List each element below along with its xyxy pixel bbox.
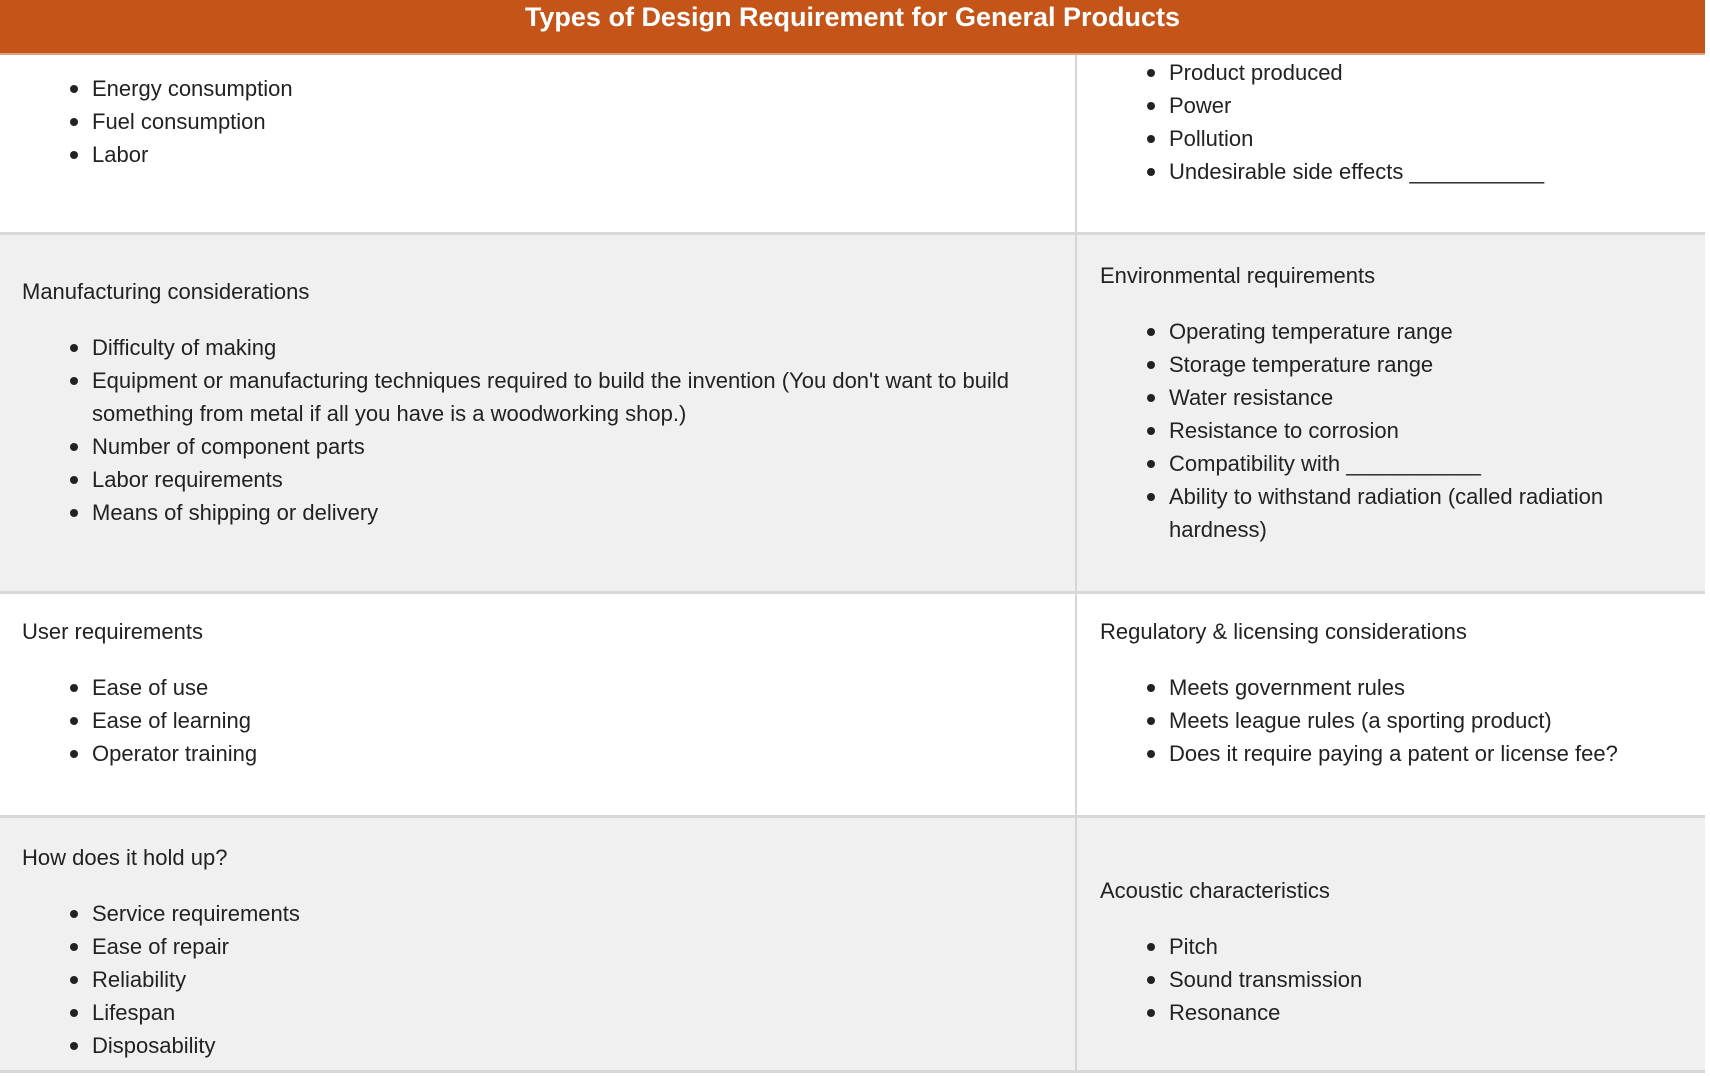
list-item-text: Reliability xyxy=(92,967,187,992)
table-cell-left xyxy=(0,55,1077,232)
list-item xyxy=(92,331,1052,364)
bullet-icon xyxy=(70,943,78,951)
bullet-icon xyxy=(70,118,78,126)
list-item xyxy=(1169,963,1705,996)
table-row xyxy=(0,235,1705,594)
list-item xyxy=(1169,89,1705,122)
bullet-icon xyxy=(70,377,78,385)
bullet-icon xyxy=(70,750,78,758)
list-item xyxy=(1169,737,1705,770)
table-cell-right xyxy=(1077,55,1705,232)
bullet-icon xyxy=(1147,135,1155,143)
category-heading: How does it hold up? xyxy=(22,845,228,870)
list-item-text: Resonance xyxy=(1169,1000,1281,1025)
list-item-text: Ease of repair xyxy=(92,934,229,959)
bullet-icon xyxy=(70,151,78,159)
bullet-icon xyxy=(1147,361,1155,369)
list-item-text: Does it require paying a patent or license fee? xyxy=(1169,741,1618,766)
bullet-icon xyxy=(70,684,78,692)
requirements-table xyxy=(0,55,1710,1073)
list-item-text: Sound transmission xyxy=(1169,967,1363,992)
bullet-icon xyxy=(1147,328,1155,336)
list-item-text: Disposability xyxy=(92,1033,216,1058)
bullet-icon xyxy=(70,509,78,517)
bullet-icon xyxy=(1147,976,1155,984)
list-item-text: Labor xyxy=(92,142,149,167)
list-item xyxy=(1169,122,1705,155)
category-heading: Environmental requirements xyxy=(1100,263,1376,288)
list-item-text: Resistance to corrosion xyxy=(1169,418,1399,443)
table-row xyxy=(0,55,1705,235)
table-cell-right xyxy=(1077,594,1705,815)
list-item-text: Pitch xyxy=(1169,934,1218,959)
category-heading: Manufacturing considerations xyxy=(22,279,310,304)
list-item-text: Pollution xyxy=(1169,126,1254,151)
requirement-list xyxy=(22,671,1075,770)
list-item xyxy=(1169,315,1705,348)
list-item-text: Product produced xyxy=(1169,60,1343,85)
list-item-text: Number of component parts xyxy=(92,434,365,459)
list-item xyxy=(92,996,1052,1029)
list-item xyxy=(1169,414,1705,447)
table-cell-left xyxy=(0,235,1077,591)
bullet-icon xyxy=(70,1042,78,1050)
list-item xyxy=(92,704,1052,737)
list-item xyxy=(92,737,1052,770)
bullet-icon xyxy=(1147,69,1155,77)
list-item xyxy=(92,430,1052,463)
list-item xyxy=(1169,381,1705,414)
list-item xyxy=(1169,671,1705,704)
requirement-list xyxy=(22,72,1075,171)
list-item-text: Meets league rules (a sporting product) xyxy=(1169,708,1552,733)
list-item-text: Meets government rules xyxy=(1169,675,1405,700)
list-item xyxy=(92,496,1052,529)
list-item xyxy=(1169,480,1705,546)
list-item-text: Labor requirements xyxy=(92,467,283,492)
bullet-icon xyxy=(1147,943,1155,951)
list-item-text: Power xyxy=(1169,93,1232,118)
bullet-icon xyxy=(1147,750,1155,758)
table-title: Types of Design Requirement for General Products xyxy=(0,0,1705,55)
list-item-text: Equipment or manufacturing techniques required to build the invention (You don't want to build something from metal if all you have is a woodworking shop.) xyxy=(92,368,1009,426)
bullet-icon xyxy=(70,85,78,93)
requirement-list xyxy=(1100,930,1705,1029)
bullet-icon xyxy=(1147,427,1155,435)
bullet-icon xyxy=(1147,493,1155,501)
category-heading: Acoustic characteristics xyxy=(1100,878,1330,903)
bullet-icon xyxy=(1147,168,1155,176)
bullet-icon xyxy=(1147,460,1155,468)
table-row xyxy=(0,594,1705,818)
list-item-text: Storage temperature range xyxy=(1169,352,1434,377)
category-heading: User requirements xyxy=(22,619,203,644)
list-item-text: Operator training xyxy=(92,741,258,766)
list-item-text: Ease of learning xyxy=(92,708,251,733)
list-item xyxy=(1169,155,1705,188)
list-item-text: Lifespan xyxy=(92,1000,176,1025)
list-item xyxy=(1169,56,1705,89)
table-cell-right xyxy=(1077,818,1705,1070)
list-item xyxy=(92,897,1052,930)
list-item xyxy=(92,364,1052,430)
list-item xyxy=(92,930,1052,963)
table-row xyxy=(0,818,1705,1073)
bullet-icon xyxy=(70,910,78,918)
requirement-list xyxy=(22,331,1075,529)
bullet-icon xyxy=(70,717,78,725)
list-item-text: Water resistance xyxy=(1169,385,1334,410)
list-item-text: Means of shipping or delivery xyxy=(92,500,379,525)
list-item xyxy=(1169,348,1705,381)
list-item xyxy=(92,963,1052,996)
bullet-icon xyxy=(70,344,78,352)
bullet-icon xyxy=(1147,102,1155,110)
bullet-icon xyxy=(70,476,78,484)
list-item xyxy=(1169,704,1705,737)
requirement-list xyxy=(22,897,1075,1062)
list-item xyxy=(92,463,1052,496)
bullet-icon xyxy=(1147,1009,1155,1017)
list-item-text: Undesirable side effects ___________ xyxy=(1169,159,1545,184)
category-heading: Regulatory & licensing considerations xyxy=(1100,619,1467,644)
table-cell-left xyxy=(0,594,1077,815)
table-cell-left xyxy=(0,818,1077,1070)
bullet-icon xyxy=(70,1009,78,1017)
list-item xyxy=(1169,930,1705,963)
bullet-icon xyxy=(70,443,78,451)
list-item-text: Fuel consumption xyxy=(92,109,266,134)
bullet-icon xyxy=(1147,717,1155,725)
table-cell-right xyxy=(1077,235,1705,591)
requirement-list xyxy=(1100,671,1705,770)
bullet-icon xyxy=(1147,684,1155,692)
list-item-text: Service requirements xyxy=(92,901,300,926)
list-item xyxy=(92,1029,1052,1062)
requirement-list xyxy=(1100,56,1705,188)
list-item-text: Difficulty of making xyxy=(92,335,277,360)
list-item-text: Operating temperature range xyxy=(1169,319,1453,344)
list-item-text: Ability to withstand radiation (called radiation hardness) xyxy=(1169,484,1604,542)
list-item-text: Compatibility with ___________ xyxy=(1169,451,1481,476)
bullet-icon xyxy=(70,976,78,984)
list-item xyxy=(92,671,1052,704)
bullet-icon xyxy=(1147,394,1155,402)
list-item-text: Energy consumption xyxy=(92,76,293,101)
list-item xyxy=(1169,447,1705,480)
list-item-text: Ease of use xyxy=(92,675,209,700)
list-item xyxy=(92,105,1052,138)
list-item xyxy=(92,138,1052,171)
requirement-list xyxy=(1100,315,1705,546)
list-item xyxy=(92,72,1052,105)
list-item xyxy=(1169,996,1705,1029)
